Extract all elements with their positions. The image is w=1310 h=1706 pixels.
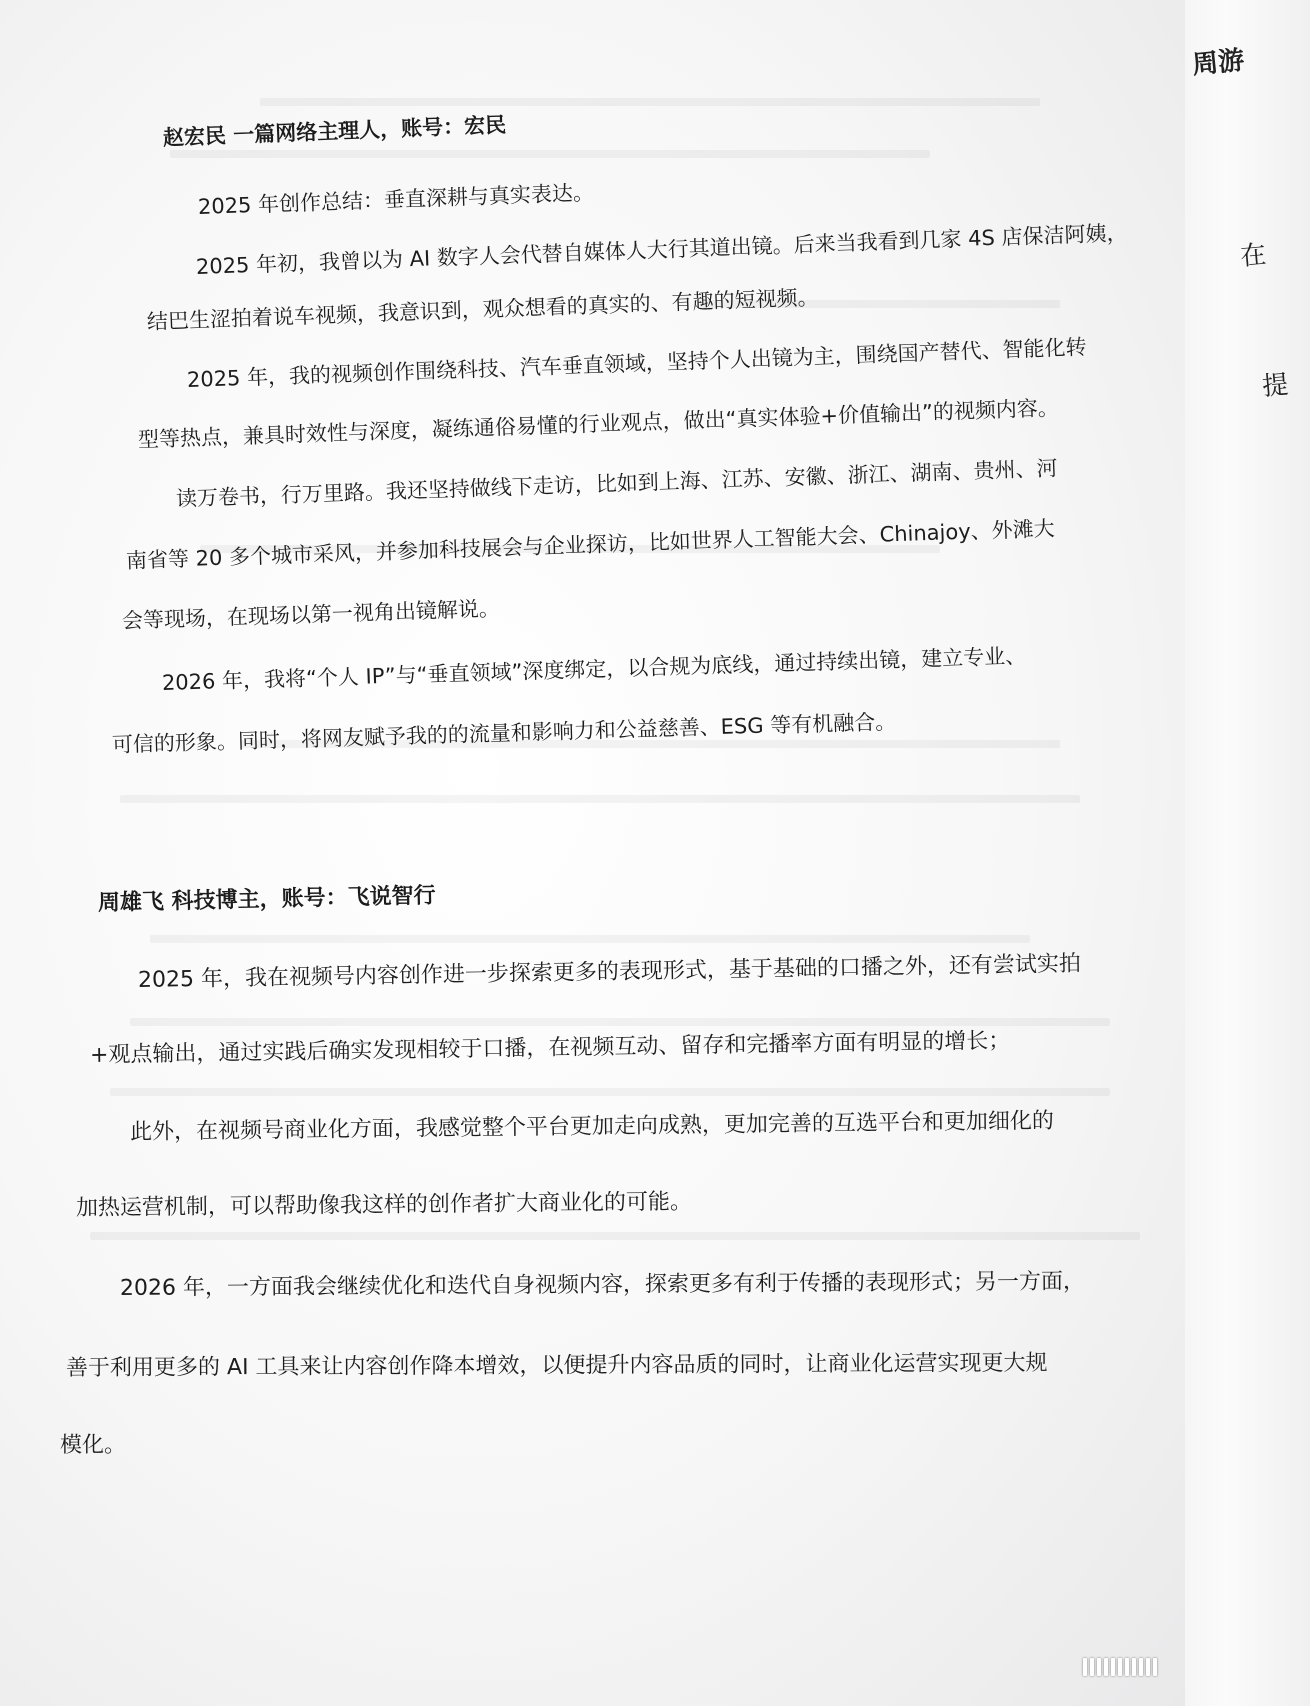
- paragraph-line: 2026 年，一方面我会继续优化和迭代自身视频内容，探索更多有利于传播的表现形式；另一方面，: [119, 1269, 1086, 1301]
- next-page-text-fragment: 提: [1260, 369, 1290, 403]
- next-page-text-fragment: 在: [1238, 239, 1268, 273]
- next-page-title-fragment: 周游: [1190, 45, 1246, 81]
- paragraph-line: 2025 年初，我曾以为 AI 数字人会代替自媒体人大行其道出镜。后来当我看到几家 4S 店保洁阿姨，: [195, 220, 1128, 279]
- paragraph-line: 2025 年，我在视频号内容创作进一步探索更多的表现形式，基于基础的口播之外，还有尝试实拍: [137, 951, 1082, 993]
- paragraph-line: +观点输出，通过实践后确实发现相较于口播，在视频互动、留存和完播率方面有明显的增长；: [89, 1028, 1011, 1068]
- watermark-icon: [1083, 1658, 1157, 1676]
- paragraph-line: 善于利用更多的 AI 工具来让内容创作降本增效，以便提升内容品质的同时，让商业化运营实现更大规: [65, 1350, 1048, 1381]
- paragraph-line: 2026 年，我将“个人 IP”与“垂直领域”深度绑定，以合规为底线，通过持续出镜，建立专业、: [161, 643, 1027, 695]
- paragraph-line: 型等热点，兼具时效性与深度，凝练通俗易懂的行业观点，做出“真实体验+价值输出”的视频内容。: [137, 395, 1060, 452]
- paragraph-line: 结巴生涩拍着说车视频，我意识到，观众想看的真实的、有趣的短视频。: [146, 285, 819, 334]
- paragraph-line: 2025 年，我的视频创作围绕科技、汽车垂直领域，坚持个人出镜为主，围绕国产替代、智能化转: [186, 335, 1087, 392]
- section-heading: 赵宏民 一篇网络主理人，账号：宏民: [162, 112, 507, 150]
- paragraph-line: 读万卷书，行万里路。我还坚持做线下走访，比如到上海、江苏、安徽、浙江、湖南、贵州、河: [175, 456, 1058, 511]
- paragraph-line: 此外，在视频号商业化方面，我感觉整个平台更加走向成熟，更加完善的互选平台和更加细化的: [129, 1108, 1055, 1145]
- paragraph-line: 南省等 20 多个城市采风，并参加科技展会与企业探访，比如世界人工智能大会、Chinajoy、外滩大: [125, 516, 1056, 573]
- paragraph-line: 会等现场，在现场以第一视角出镜解说。: [121, 596, 501, 633]
- paragraph-line: 加热运营机制，可以帮助像我这样的创作者扩大商业化的可能。: [75, 1189, 693, 1221]
- next-page-edge: [1170, 0, 1310, 1706]
- paragraph-line: 2025 年创作总结：垂直深耕与真实表达。: [197, 180, 595, 219]
- section-heading: 周雄飞 科技博主，账号：飞说智行: [97, 883, 436, 916]
- paragraph-line: 模化。: [59, 1432, 127, 1458]
- paragraph-line: 可信的形象。同时，将网友赋予我的的流量和影响力和公益慈善、ESG 等有机融合。: [111, 709, 897, 757]
- watermark-bars: [1083, 1658, 1157, 1676]
